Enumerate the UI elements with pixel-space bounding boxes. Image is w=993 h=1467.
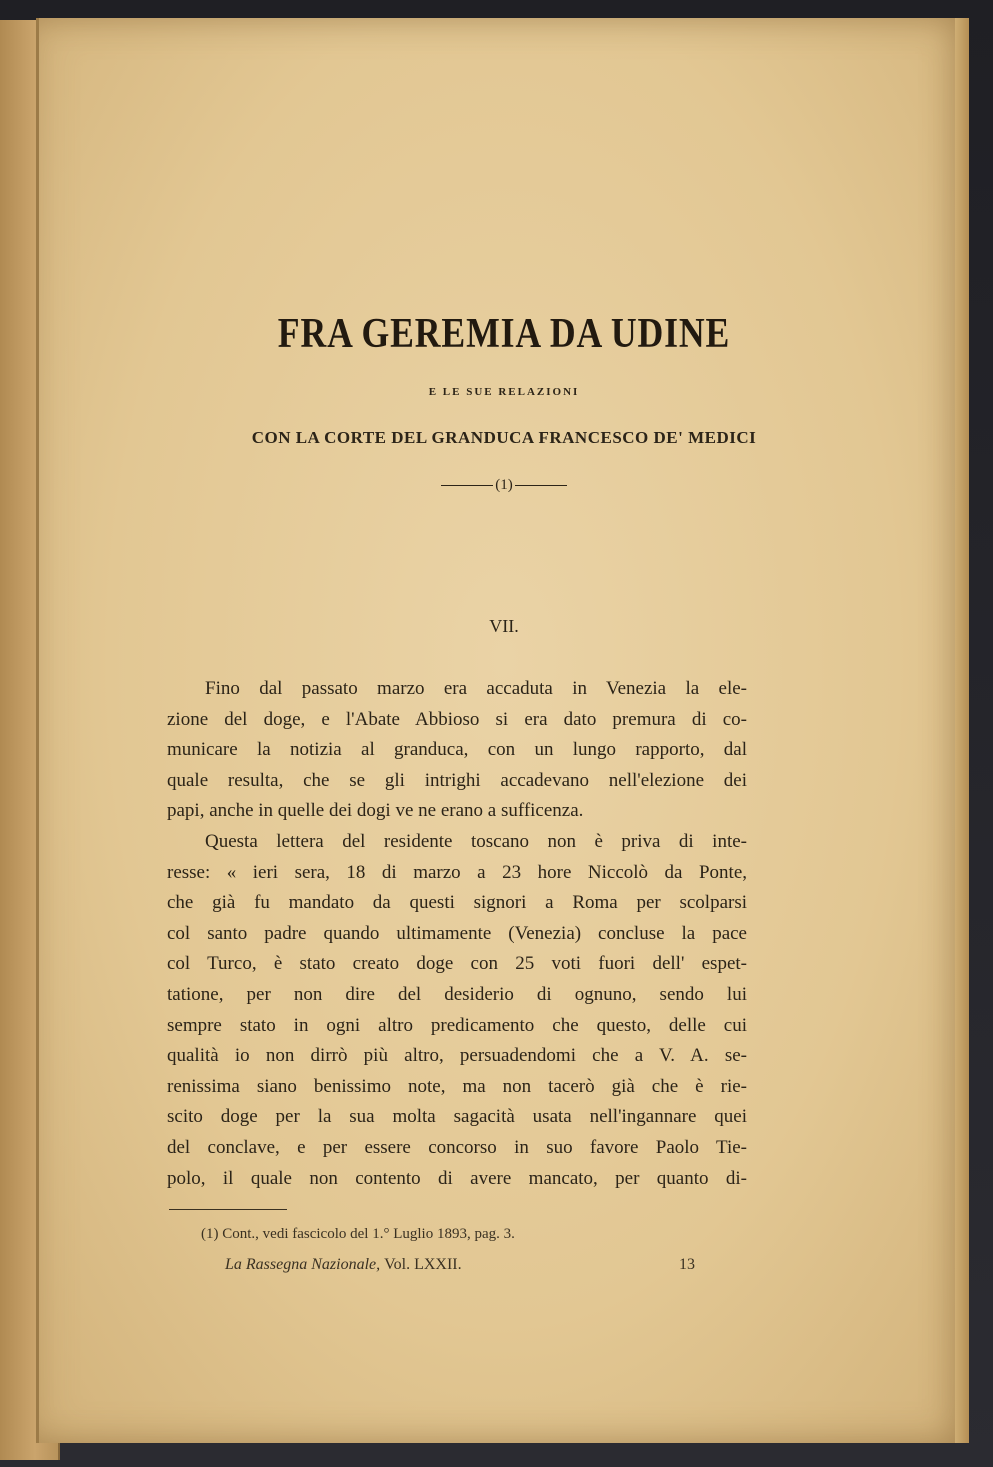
book-page: [36, 18, 969, 1443]
continuation-mark: [39, 477, 969, 494]
footnote-rule: [169, 1209, 287, 1210]
paragraph-line: qualità io non dirrò più altro, persuadendomi che a V. A. se-: [167, 1045, 747, 1067]
paragraph-line: col santo padre quando ultimamente (Venezia) concluse la pace: [167, 922, 747, 944]
article-subtitle-2: CON LA CORTE DEL GRANDUCA FRANCESCO DE' MEDICI: [251, 428, 757, 447]
paragraph-line: sempre stato in ogni altro predicamento che questo, delle cui: [167, 1014, 747, 1036]
rule-left: [441, 485, 493, 486]
paragraph-line: papi, anche in quelle dei dogi ve ne erano a sufficenza.: [167, 800, 584, 822]
journal-name: La Rassegna Nazionale,: [225, 1256, 381, 1273]
article-subtitle: E LE SUE RELAZIONI: [428, 386, 580, 398]
rule-right: [515, 485, 567, 486]
body-text: [167, 674, 747, 1194]
article-title: FRA GEREMIA DA UDINE: [277, 311, 731, 357]
paragraph-line: renissima siano benissimo note, ma non tacerò già che è rie-: [167, 1075, 747, 1097]
paragraph-line: Fino dal passato marzo era accaduta in Venezia la ele-: [205, 678, 747, 699]
paragraph-line: del conclave, e per essere concorso in suo favore Paolo Tie-: [167, 1136, 747, 1158]
paragraph-line: zione del doge, e l'Abate Abbioso si era dato premura di co-: [167, 708, 747, 730]
paragraph-line: tatione, per non dire del desiderio di ognuno, sendo lui: [167, 983, 747, 1005]
paragraph-line: scito doge per la sua molta sagacità usata nell'ingannare quei: [167, 1106, 747, 1128]
paragraph-line: quale resulta, che se gli intrighi accadevano nell'elezione dei: [167, 769, 747, 791]
footnote: (1) Cont., vedi fascicolo del 1.° Luglio 1893, pag. 3.: [201, 1226, 515, 1242]
page-edge-shadow: [955, 18, 969, 1443]
paragraph-line: resse: « ieri sera, 18 di marzo a 23 hore Niccolò da Ponte,: [167, 861, 747, 883]
running-footer: [225, 1256, 462, 1274]
paragraph-line: che già fu mandato da questi signori a Roma per scolparsi: [167, 892, 747, 914]
journal-volume: Vol. LXXII.: [384, 1256, 462, 1273]
paragraph-line: polo, il quale non contento di avere mancato, per quanto di-: [167, 1167, 747, 1189]
page-number: 13: [679, 1256, 695, 1273]
paragraph-line: municare la notizia al granduca, con un lungo rapporto, dal: [167, 739, 747, 761]
section-number: VII.: [489, 616, 519, 636]
paragraph-line: col Turco, è stato creato doge con 25 voti fuori dell' espet-: [167, 953, 747, 975]
continuation-mark-text: (1): [495, 477, 513, 493]
paragraph-line: Questa lettera del residente toscano non è priva di inte-: [205, 830, 747, 852]
